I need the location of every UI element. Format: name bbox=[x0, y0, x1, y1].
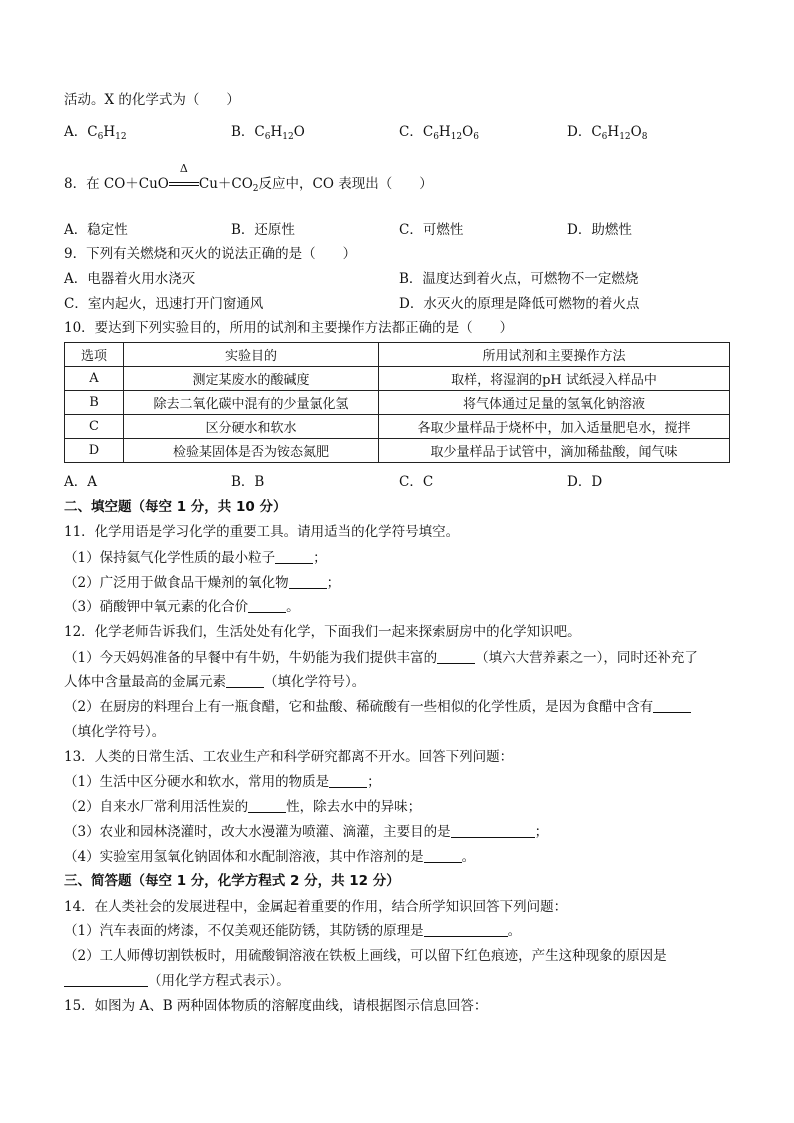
table-cell: C bbox=[65, 415, 124, 439]
table-cell: 测定某废水的酸碱度 bbox=[124, 367, 379, 391]
q7-option-a: A．$C_6H_{12}$ bbox=[64, 124, 127, 142]
q11-part1: （1）保持氦气化学性质的最小粒子 ； bbox=[64, 550, 327, 566]
q10-option-b: B．B bbox=[231, 474, 265, 490]
q9-option-a: A．电器着火用水浇灭 bbox=[64, 271, 196, 287]
section-heading-short-answer: 三、简答题（每空 1 分，化学方程式 2 分，共 12 分） bbox=[64, 873, 400, 889]
answer-blank[interactable] bbox=[248, 598, 286, 613]
q7-option-c: C．$C_6H_{12}O_6$ bbox=[399, 124, 479, 142]
q8-option-c: C．可燃性 bbox=[399, 222, 464, 238]
q12-part2-cont: （填化学符号）。 bbox=[64, 724, 166, 740]
answer-blank[interactable] bbox=[275, 549, 313, 564]
q9-option-d: D．水灭火的原理是降低可燃物的着火点 bbox=[399, 296, 640, 312]
table-cell: 将气体通过足量的氢氧化钠溶液 bbox=[379, 391, 730, 415]
q13-part1: （1）生活中区分硬水和软水，常用的物质是 ； bbox=[64, 774, 381, 790]
q13-part3: （3）农业和园林浇灌时，改大水漫灌为喷灌、滴灌，主要目的是 ； bbox=[64, 824, 549, 840]
q10-option-a: A．A bbox=[64, 474, 97, 490]
q14-part1: （1）汽车表面的烤漆，不仅美观还能防锈，其防锈的原理是 。 bbox=[64, 923, 522, 939]
q7-text: 活动。X 的化学式为（ ） bbox=[64, 92, 240, 108]
answer-blank[interactable] bbox=[289, 574, 327, 589]
q10-option-d: D．D bbox=[567, 474, 603, 490]
answer-blank[interactable] bbox=[437, 649, 475, 664]
q12-part1: （1）今天妈妈准备的早餐中有牛奶，牛奶能为我们提供丰富的 （填六大营养素之一），同时还补充了 bbox=[64, 650, 698, 666]
q9-option-b: B．温度达到着火点，可燃物不一定燃烧 bbox=[399, 271, 639, 287]
table-cell: 检验某固体是否为铵态氮肥 bbox=[124, 439, 379, 463]
q9-text: 9．下列有关燃烧和灭火的说法正确的是（ ） bbox=[64, 246, 357, 262]
answer-blank[interactable] bbox=[451, 823, 535, 838]
table-header-cell: 选项 bbox=[65, 343, 124, 367]
q12-part2: （2）在厨房的料理台上有一瓶食醋，它和盐酸、稀硫酸有一些相似的化学性质，是因为食醋中含有 bbox=[64, 698, 691, 716]
heating-equals-sign: Δ bbox=[169, 176, 199, 190]
table-cell: B bbox=[65, 391, 124, 415]
table-row bbox=[65, 439, 730, 463]
answer-blank[interactable] bbox=[424, 848, 462, 863]
table-row bbox=[65, 415, 730, 439]
q11-text: 11．化学用语是学习化学的重要工具。请用适当的化学符号填空。 bbox=[64, 524, 460, 540]
experiment-table bbox=[64, 342, 730, 463]
q8-option-b: B．还原性 bbox=[231, 222, 295, 238]
answer-blank[interactable] bbox=[653, 698, 691, 713]
q14-part2: （2）工人师傅切割铁板时，用硫酸铜溶液在铁板上画线，可以留下红色痕迹，产生这种现象的原因是 bbox=[64, 948, 667, 964]
table-cell: 取样，将湿润的pH 试纸浸入样品中 bbox=[379, 367, 730, 391]
q9-option-c: C．室内起火，迅速打开门窗通风 bbox=[64, 296, 264, 312]
q13-part2: （2）自来水厂常利用活性炭的 性，除去水中的异味； bbox=[64, 799, 422, 815]
q14-text: 14．在人类社会的发展进程中，金属起着重要的作用，结合所学知识回答下列问题： bbox=[64, 899, 568, 915]
table-cell: 各取少量样品于烧杯中，加入适量肥皂水，搅拌 bbox=[379, 415, 730, 439]
table-cell: A bbox=[65, 367, 124, 391]
q7-option-d: D．$C_6H_{12}O_8$ bbox=[567, 124, 648, 142]
table-cell: D bbox=[65, 439, 124, 463]
q13-part4: （4）实验室用氢氧化钠固体和水配制溶液，其中作溶剂的是 。 bbox=[64, 849, 476, 865]
table-row bbox=[65, 367, 730, 391]
table-cell: 取少量样品于试管中，滴加稀盐酸，闻气味 bbox=[379, 439, 730, 463]
q10-text: 10．要达到下列实验目的，所用的试剂和主要操作方法都正确的是（ ） bbox=[64, 320, 514, 336]
answer-blank[interactable] bbox=[226, 673, 264, 688]
q7-option-b: B．$C_6H_{12}O$ bbox=[231, 124, 305, 142]
answer-blank[interactable] bbox=[329, 773, 367, 788]
q10-option-c: C．C bbox=[399, 474, 434, 490]
q8-option-a: A．稳定性 bbox=[64, 222, 128, 238]
answer-blank[interactable] bbox=[424, 922, 508, 937]
answer-blank[interactable] bbox=[64, 972, 148, 987]
table-cell: 除去二氧化碳中混有的少量氯化氢 bbox=[124, 391, 379, 415]
table-cell: 区分硬水和软水 bbox=[124, 415, 379, 439]
table-header-row bbox=[65, 343, 730, 367]
q15-text: 15．如图为 A、B 两种固体物质的溶解度曲线，请根据图示信息回答： bbox=[64, 998, 488, 1014]
q11-part2: （2）广泛用于做食品干燥剂的氧化物 ； bbox=[64, 575, 341, 591]
q11-part3: （3）硝酸钾中氧元素的化合价 。 bbox=[64, 599, 300, 615]
q8-text: 8．在 CO＋CuO Δ $Cu+CO_2$反应中，CO 表现出（ ） bbox=[64, 162, 433, 194]
section-heading-fill-in: 二、填空题（每空 1 分，共 10 分） bbox=[64, 499, 287, 515]
q14-part2-cont: （用化学方程式表示）。 bbox=[64, 972, 290, 990]
table-row bbox=[65, 391, 730, 415]
q12-text: 12．化学老师告诉我们，生活处处有化学，下面我们一起来探索厨房中的化学知识吧。 bbox=[64, 624, 581, 640]
q8-option-d: D．助燃性 bbox=[567, 222, 632, 238]
q12-part1-cont: 人体中含量最高的金属元素 （填化学符号）。 bbox=[64, 674, 366, 690]
table-header-cell: 实验目的 bbox=[124, 343, 379, 367]
answer-blank[interactable] bbox=[248, 798, 286, 813]
q13-text: 13．人类的日常生活、工农业生产和科学研究都离不开水。回答下列问题： bbox=[64, 749, 514, 765]
table-header-cell: 所用试剂和主要操作方法 bbox=[379, 343, 730, 367]
